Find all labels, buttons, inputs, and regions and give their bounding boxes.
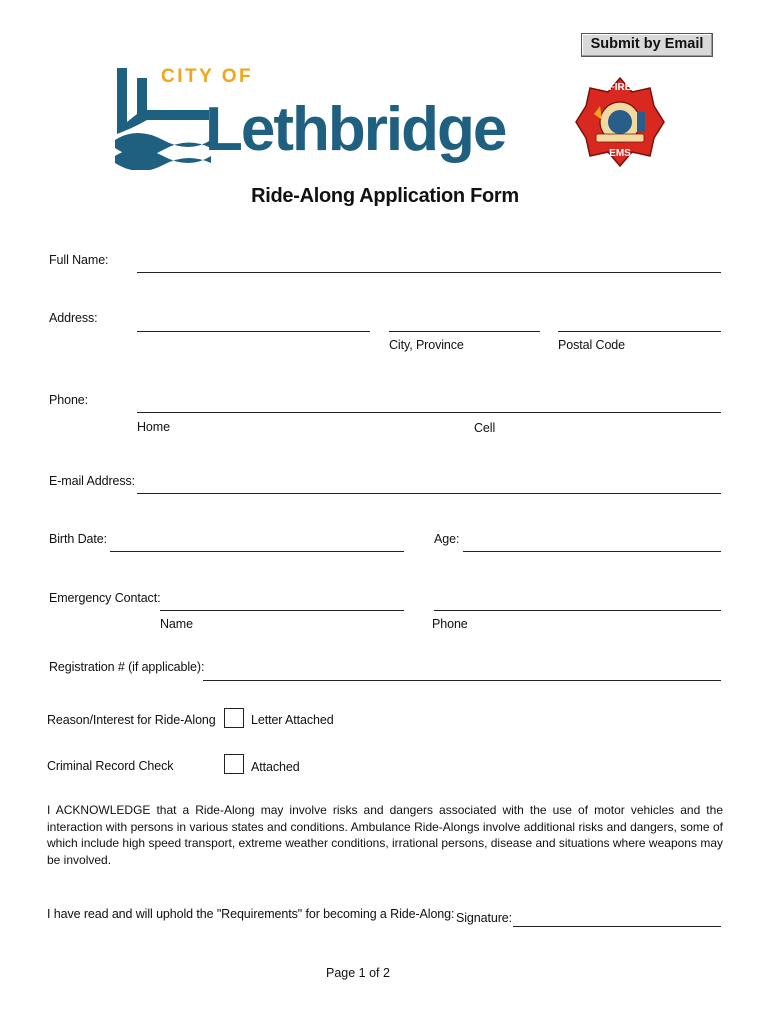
birth-date-label: Birth Date: xyxy=(49,532,107,546)
requirements-text: I have read and will uphold the "Requirements" for becoming a Ride-Along: xyxy=(47,907,455,921)
emergency-phone-label: Phone xyxy=(432,617,468,631)
criminal-record-attached-label: Attached xyxy=(251,760,300,774)
emergency-phone-field[interactable] xyxy=(434,610,721,611)
address-street-field[interactable] xyxy=(137,331,370,332)
address-label: Address: xyxy=(49,311,98,325)
emergency-contact-label: Emergency Contact: xyxy=(49,591,161,605)
phone-field[interactable] xyxy=(137,412,721,413)
fire-ems-badge xyxy=(574,76,666,168)
signature-field[interactable] xyxy=(513,926,721,927)
postal-code-label: Postal Code xyxy=(558,338,625,352)
cell-label: Cell xyxy=(474,421,496,435)
submit-by-email-button[interactable]: Submit by Email xyxy=(581,33,713,57)
address-postal-field[interactable] xyxy=(558,331,721,332)
home-label: Home xyxy=(137,420,170,434)
address-city-field[interactable] xyxy=(389,331,540,332)
letter-attached-checkbox[interactable] xyxy=(224,708,244,728)
city-province-label: City, Province xyxy=(389,338,464,352)
page-number: Page 1 of 2 xyxy=(326,966,390,980)
age-field[interactable] xyxy=(463,551,721,552)
reason-label: Reason/Interest for Ride-Along xyxy=(47,713,216,727)
email-field[interactable] xyxy=(137,493,721,494)
registration-field[interactable] xyxy=(203,680,721,681)
logo-city-of-text: CITY OF xyxy=(161,66,254,87)
registration-label: Registration # (if applicable): xyxy=(49,660,205,674)
age-label: Age: xyxy=(434,532,460,546)
signature-label: Signature: xyxy=(456,911,512,925)
full-name-field[interactable] xyxy=(137,272,721,273)
phone-label: Phone: xyxy=(49,393,89,407)
emergency-name-field[interactable] xyxy=(160,610,404,611)
city-logo xyxy=(113,64,543,170)
badge-ems-text: EMS xyxy=(609,148,631,159)
criminal-record-label: Criminal Record Check xyxy=(47,759,174,773)
letter-attached-label: Letter Attached xyxy=(251,713,334,727)
logo-lethbridge-text: Lethbridge xyxy=(205,95,506,164)
emergency-name-label: Name xyxy=(160,617,193,631)
form-title: Ride-Along Application Form xyxy=(251,185,519,207)
acknowledgement-text: I ACKNOWLEDGE that a Ride-Along may involve risks and dangers associated with the use of motor vehicles and the interaction with persons in various states and conditions. Ambulance Ride-Alongs involve additional risks and dangers, some of which include high speed transport, extreme weather conditions, irrational persons, disease and situations where weapons may be involved. xyxy=(47,803,723,867)
criminal-record-attached-checkbox[interactable] xyxy=(224,754,244,774)
email-label: E-mail Address: xyxy=(49,474,136,488)
full-name-label: Full Name: xyxy=(49,253,109,267)
birth-date-field[interactable] xyxy=(110,551,404,552)
badge-fire-text: FIRE xyxy=(608,82,632,93)
